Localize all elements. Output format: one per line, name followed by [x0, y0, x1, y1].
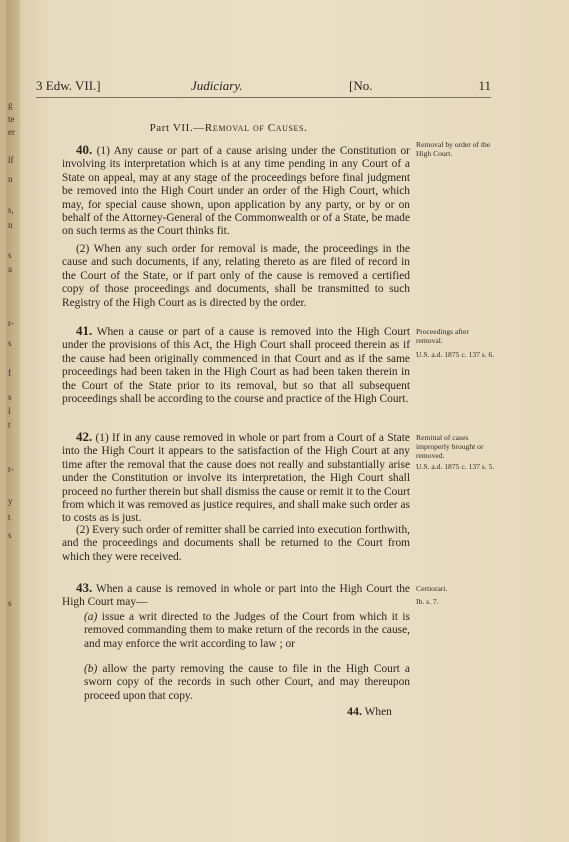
- binding-gutter: [6, 0, 20, 842]
- section-text: (1) If in any cause removed in whole or part from a Court of a State into the High Court it appears to the satisfaction of the High Court at any time after the removal that the cause does not really and substantially arise under the Constitution or involve its interpretation, the High Court shall proceed no further therein but shall dismiss the cause or remit it to the Court from which it was removed as justice requires, and shall make such order as to costs as is just.: [62, 432, 410, 525]
- section-text: (1) Any cause or part of a cause arising under the Constitution or involving its interpretation which is at any time pending in any Court of a State on appeal, may at any stage of the proceedings before final judgment be removed into the High Court under an order of the High Court, which may, for special cause shown, upon application by any party, or by or on behalf of the Attorney-General of the Commonwealth or of a State, be made on such terms as the Court thinks fit.: [62, 145, 410, 238]
- page-number: 11: [478, 78, 491, 93]
- running-header: [36, 78, 491, 96]
- section-41: [62, 324, 410, 406]
- para-text: issue a writ directed to the Judges of the Court from which it is removed commanding them to make return of the records in the cause, and may enforce the writ according to law ; or: [84, 611, 410, 650]
- catchword-text: When: [364, 706, 392, 718]
- section-text: When a cause is removed in whole or part into the High Court the High Court may—: [62, 583, 410, 609]
- gutter-mark: n: [8, 220, 13, 230]
- gutter-mark: y: [8, 496, 13, 506]
- gutter-mark: r-: [8, 464, 14, 474]
- part-prefix: Part VII.: [149, 122, 194, 134]
- para-label: (a): [84, 611, 98, 623]
- gutter-mark: s,: [8, 205, 14, 215]
- section-43-para-a: [84, 611, 410, 651]
- gutter-mark: l: [8, 406, 11, 416]
- part-title: [36, 122, 421, 134]
- gutter-mark: t: [8, 420, 11, 430]
- section-number: 42.: [76, 429, 93, 444]
- gutter-mark: r-: [8, 318, 14, 328]
- margin-note: Ib. s. 7.: [416, 597, 439, 606]
- section-40-sub1: [62, 143, 410, 239]
- gutter-mark: t: [8, 512, 11, 522]
- para-label: (b): [84, 663, 98, 675]
- section-text: (2) When any such order for removal is made, the proceedings in the cause and such documents, if any, relating thereto as are filed of record in the Court of the State, or if part only of the cause is removed a certified copy of those proceedings and documents, shall be transmitted to such Registry of the High Court as is directed by the order.: [62, 243, 410, 309]
- gutter-mark: s: [8, 598, 12, 608]
- page: [6, 0, 569, 842]
- gutter-mark: te: [8, 114, 15, 124]
- section-43: [62, 581, 410, 610]
- margin-note: U.S. a.d. 1875 c. 137 s. 5.: [416, 462, 495, 471]
- section-42-sub2: [62, 524, 410, 564]
- catchword-number: 44.: [347, 704, 362, 718]
- margin-note: Certiorari.: [416, 584, 448, 593]
- gutter-mark: n: [8, 174, 13, 184]
- margin-note: U.S. a.d. 1875 c. 137 s. 6.: [416, 350, 495, 359]
- gutter-mark: s: [8, 392, 12, 402]
- header-regnal-year: 3 Edw. VII.]: [36, 78, 101, 93]
- header-rule: [36, 97, 491, 98]
- section-42: [62, 430, 410, 526]
- gutter-mark: s: [8, 530, 12, 540]
- margin-note: Proceedings after removal.: [416, 327, 469, 345]
- part-dash: —: [193, 122, 205, 134]
- header-act-title: Judiciary.: [191, 78, 243, 93]
- gutter-mark: a: [8, 264, 12, 274]
- part-heading: Removal of Causes.: [204, 122, 308, 134]
- margin-note: Remittal of cases improperly brought or removed.: [416, 433, 484, 460]
- para-text: allow the party removing the cause to file in the High Court a sworn copy of the records in such other Court, and may thereupon proceed upon that copy.: [84, 663, 410, 702]
- gutter-mark: s: [8, 338, 12, 348]
- section-number: 40.: [76, 142, 93, 157]
- section-text: (2) Every such order of remitter shall be carried into execution forthwith, and the proceedings and documents shall be returned to the Court from which they were received.: [62, 524, 410, 563]
- catchword: [347, 704, 392, 719]
- section-number: 43.: [76, 580, 93, 595]
- section-40-sub2: [62, 243, 410, 310]
- gutter-mark: lf: [8, 155, 14, 165]
- section-43-para-b: [84, 663, 410, 703]
- gutter-mark: g: [8, 100, 13, 110]
- gutter-mark: f: [8, 368, 11, 378]
- section-text: When a cause or part of a cause is removed into the High Court under the provisions of this Act, the High Court shall proceed therein as if the cause had been originally commenced in that Court and as if the same proceedings had been taken in the High Court as had been taken therein in the Court of the State prior to its removal, but so that all subsequent proceedings shall be according to the course and practice of the High Court.: [62, 326, 410, 406]
- gutter-mark: s: [8, 250, 12, 260]
- header-act-number: [No.: [349, 78, 373, 93]
- section-number: 41.: [76, 323, 93, 338]
- margin-note: Removal by order of the High Court.: [416, 140, 491, 158]
- gutter-mark: er: [8, 127, 15, 137]
- section-40: [62, 143, 410, 239]
